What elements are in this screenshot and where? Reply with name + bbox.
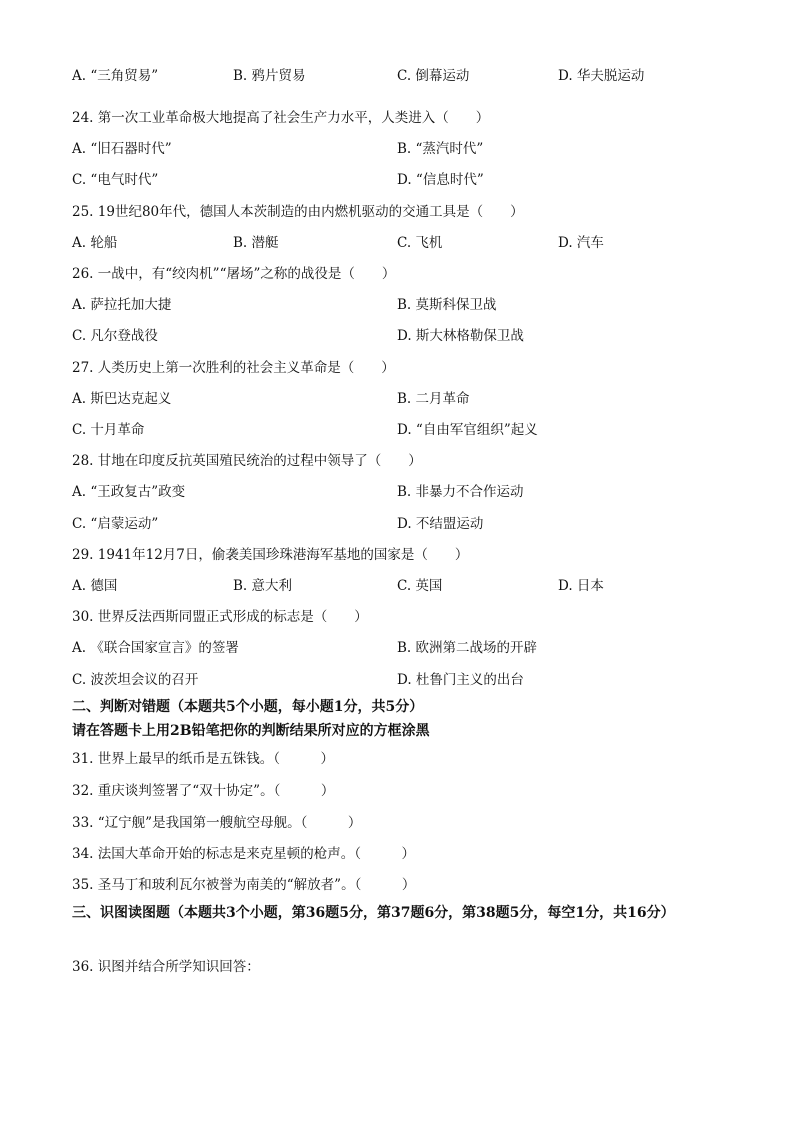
section-2-instruction: 请在答题卡上用2B铅笔把你的判断结果所对应的方框涂黑 bbox=[72, 723, 430, 739]
option-b: B. 二月革命 bbox=[397, 391, 470, 407]
option-c: C. 十月革命 bbox=[72, 422, 145, 438]
q28-stem: 28. 甘地在印度反抗英国殖民统治的过程中领导了（ ） bbox=[72, 453, 422, 469]
option-a: A. 《联合国家宣言》的签署 bbox=[72, 640, 239, 656]
option-d: D. “自由军官组织”起义 bbox=[397, 422, 538, 438]
option-c: C. “启蒙运动” bbox=[72, 516, 159, 532]
q26-stem: 26. 一战中，有“绞肉机”“屠场”之称的战役是（ ） bbox=[72, 266, 396, 282]
option-b: B. 意大利 bbox=[233, 578, 293, 594]
option-b: B. “蒸汽时代” bbox=[397, 141, 484, 157]
option-c: C. 飞机 bbox=[397, 235, 443, 251]
option-b: B. 莫斯科保卫战 bbox=[397, 297, 497, 313]
option-a: A. 轮船 bbox=[72, 235, 118, 251]
option-a: A. 斯巴达克起义 bbox=[72, 391, 172, 407]
tf-question-35: 35. 圣马丁和玻利瓦尔被誉为南美的“解放者”。（ ） bbox=[72, 877, 416, 893]
option-b: B. 鸦片贸易 bbox=[233, 68, 306, 84]
q24-stem: 24. 第一次工业革命极大地提高了社会生产力水平，人类进入（ ） bbox=[72, 110, 490, 126]
option-d: D. 华夫脱运动 bbox=[558, 68, 645, 84]
option-c: C. “电气时代” bbox=[72, 172, 159, 188]
option-b: B. 非暴力不合作运动 bbox=[397, 484, 524, 500]
option-d: D. 汽车 bbox=[558, 235, 604, 251]
option-c: C. 凡尔登战役 bbox=[72, 328, 158, 344]
option-c: C. 英国 bbox=[397, 578, 443, 594]
option-b: B. 潜艇 bbox=[233, 235, 279, 251]
tf-question-33: 33. “辽宁舰”是我国第一艘航空母舰。（ ） bbox=[72, 815, 362, 831]
tf-question-32: 32. 重庆谈判签署了“双十协定”。（ ） bbox=[72, 783, 335, 799]
option-b: B. 欧洲第二战场的开辟 bbox=[397, 640, 538, 656]
q36-stem: 36. 识图并结合所学知识回答： bbox=[72, 959, 260, 975]
q30-stem: 30. 世界反法西斯同盟正式形成的标志是（ ） bbox=[72, 609, 368, 625]
option-a: A. “王政复古”政变 bbox=[72, 484, 186, 500]
option-d: D. 杜鲁门主义的出台 bbox=[397, 672, 524, 688]
option-d: D. 日本 bbox=[558, 578, 604, 594]
option-a: A. “三角贸易” bbox=[72, 68, 159, 84]
option-c: C. 波茨坦会议的召开 bbox=[72, 672, 199, 688]
section-3-title: 三、识图读图题（本题共3个小题，第36题5分，第37题6分，第38题5分，每空1分，共16分） bbox=[72, 905, 675, 921]
option-c: C. 倒幕运动 bbox=[397, 68, 470, 84]
option-d: D. “信息时代” bbox=[397, 172, 484, 188]
option-a: A. 德国 bbox=[72, 578, 118, 594]
option-d: D. 斯大林格勒保卫战 bbox=[397, 328, 524, 344]
q25-stem: 25. 19世纪80年代，德国人本茨制造的由内燃机驱动的交通工具是（ ） bbox=[72, 204, 524, 220]
option-a: A. “旧石器时代” bbox=[72, 141, 172, 157]
option-d: D. 不结盟运动 bbox=[397, 516, 484, 532]
option-a: A. 萨拉托加大捷 bbox=[72, 297, 172, 313]
section-2-title: 二、判断对错题（本题共5个小题，每小题1分，共5分） bbox=[72, 699, 424, 715]
tf-question-31: 31. 世界上最早的纸币是五铢钱。（ ） bbox=[72, 751, 335, 767]
tf-question-34: 34. 法国大革命开始的标志是来克星顿的枪声。（ ） bbox=[72, 846, 416, 862]
q29-stem: 29. 1941年12月7日，偷袭美国珍珠港海军基地的国家是（ ） bbox=[72, 547, 469, 563]
q27-stem: 27. 人类历史上第一次胜利的社会主义革命是（ ） bbox=[72, 360, 395, 376]
